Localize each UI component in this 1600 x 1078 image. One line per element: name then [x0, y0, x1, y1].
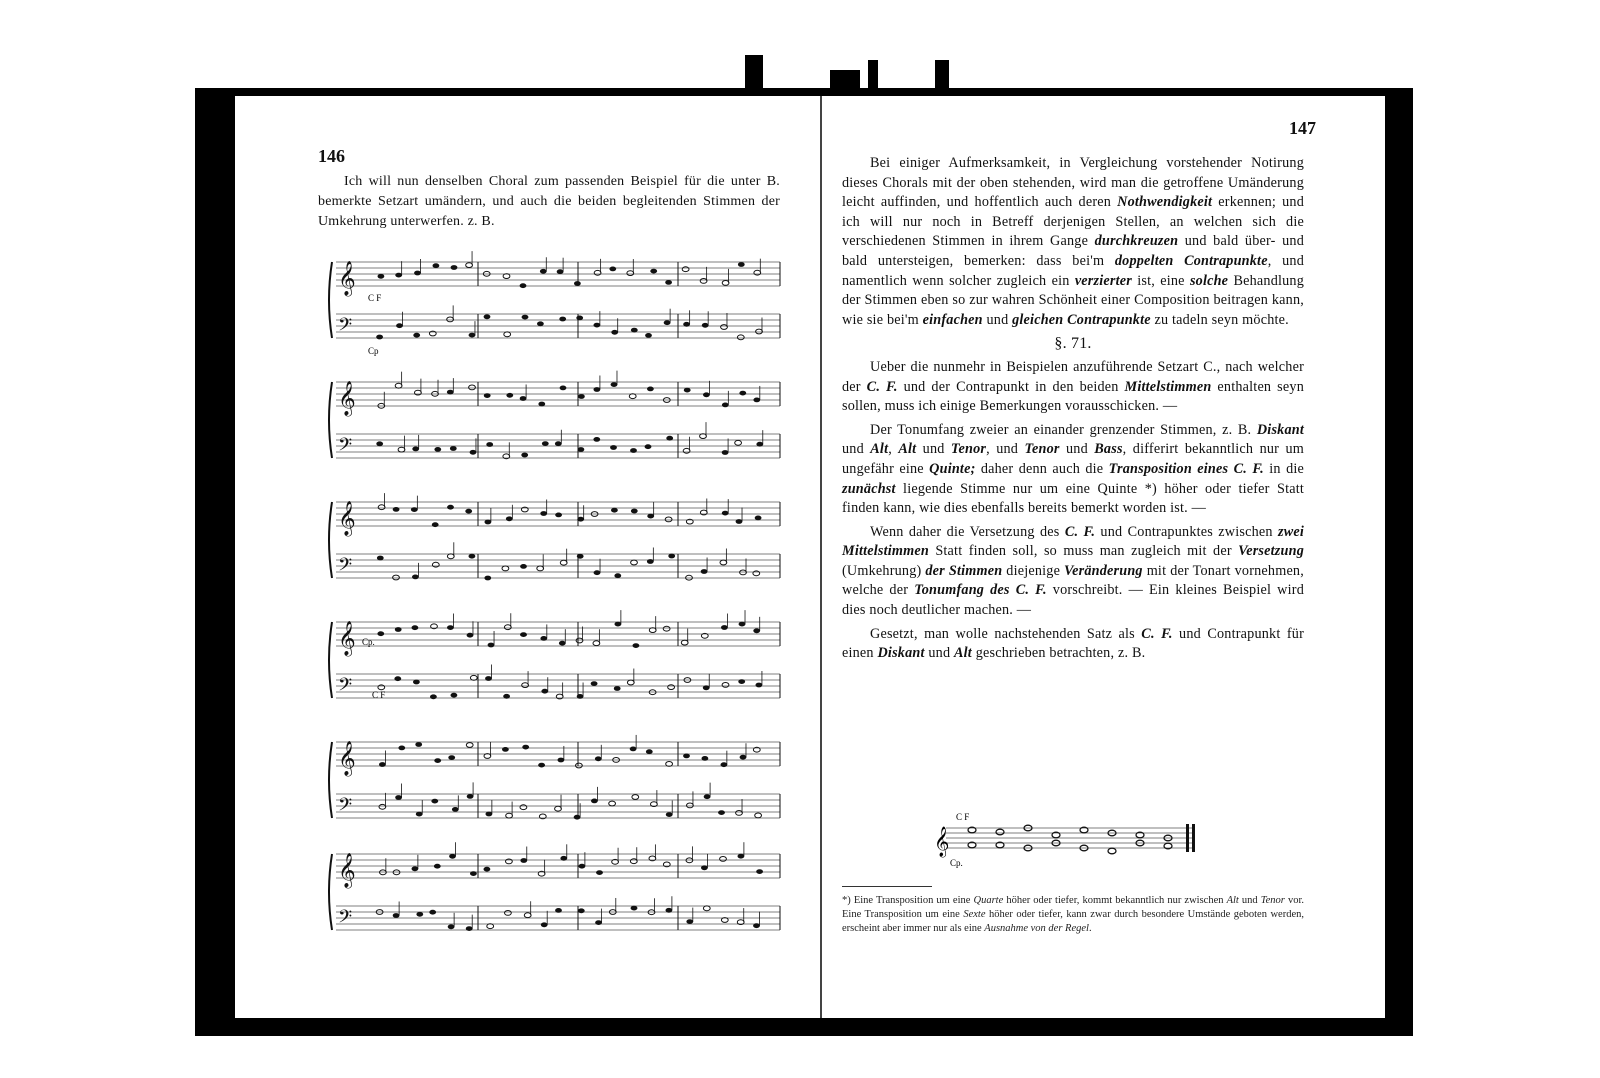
treble-clef-icon: 𝄞 — [338, 853, 356, 888]
note-head — [555, 513, 562, 518]
note-head — [681, 640, 688, 645]
note-head — [666, 436, 673, 441]
paragraph-3: Der Tonumfang zweier an einander grenzender Stimmen, z. B. Diskant und Alt, Alt und Tenor, und Tenor und Bass, differirt bekanntlich nur um ungefähr eine Quinte; daher denn auch die Transposition eines C. F. in die zunächst liegende Stimme nur um eine Quinte *) höher oder tiefer Statt finden kann, wie dies ebenfalls bereits bemerkt worden ist. — — [842, 421, 1305, 517]
note-head — [753, 923, 760, 928]
note-head — [469, 333, 476, 338]
note-head — [756, 683, 763, 688]
cf-label: C F — [368, 293, 382, 303]
note-head — [432, 522, 439, 527]
note-head — [541, 922, 548, 927]
note-head — [503, 694, 510, 699]
scan-artifact — [935, 60, 949, 90]
music-score — [328, 250, 788, 960]
note-head — [578, 908, 585, 913]
note-head — [631, 509, 638, 514]
note-head — [537, 566, 544, 571]
bass-clef-icon: 𝄢 — [338, 795, 353, 820]
note-head — [595, 756, 602, 761]
note-head — [559, 641, 566, 646]
note-head — [434, 447, 441, 452]
note-head — [524, 913, 531, 918]
note-head — [576, 638, 583, 643]
note-head — [703, 906, 710, 911]
note-head — [722, 450, 729, 455]
note-head — [470, 675, 477, 680]
note-head — [718, 810, 725, 815]
note-head — [736, 519, 743, 524]
treble-clef-icon: 𝄞 — [934, 827, 950, 857]
note-head — [555, 908, 562, 913]
note-head — [520, 858, 527, 863]
note-head — [755, 516, 762, 521]
note-head — [614, 573, 621, 578]
note-head — [470, 871, 477, 876]
note-head — [560, 386, 567, 391]
paragraph-4: Wenn daher die Versetzung des C. F. und Contrapunktes zwischen zwei Mittelstimmen Statt finden soll, so muss man zugleich mit der Versetzung (Umkehrung) der Stimmen diejenige Veränderung mit der Tonart vornehmen, welche der Tonumfang des C. F. vorschreibt. — Ein kleines Beispiel wird dies noch deutlicher machen. — — [842, 523, 1305, 619]
note-head — [756, 442, 763, 447]
note-head — [738, 679, 745, 684]
note-head — [447, 554, 454, 559]
note-head — [484, 393, 491, 398]
note-head — [466, 743, 473, 748]
note-head — [450, 446, 457, 451]
note-head — [448, 924, 455, 929]
system-braces — [329, 262, 332, 930]
note-head — [502, 566, 509, 571]
note-head — [467, 633, 474, 638]
note-head — [395, 273, 402, 278]
note-head — [393, 507, 400, 512]
note-head — [451, 265, 458, 270]
note-head — [686, 919, 693, 924]
note-head — [416, 812, 423, 817]
note-head — [594, 570, 601, 575]
note-head — [412, 866, 419, 871]
note-head — [560, 560, 567, 565]
note-head — [521, 453, 528, 458]
note-head — [702, 323, 709, 328]
note-head — [558, 758, 565, 763]
body-text — [842, 154, 1304, 668]
note-head — [488, 643, 495, 648]
note-head — [611, 508, 618, 513]
section-heading: §. 71. — [1054, 335, 1092, 353]
note-head — [412, 447, 419, 452]
note-head — [704, 794, 711, 799]
note-head — [666, 762, 673, 767]
intro-text: Ich will nun denselben Choral zum passenden Beispiel für die unter B. bemerkte Setzart umändern, und auch die beiden begleitenden Stimmen der Umkehrung unterwerfen. z. B. — [318, 174, 780, 229]
note-head — [560, 856, 567, 861]
treble-clef-icon: 𝄞 — [338, 741, 356, 776]
note-head — [755, 813, 762, 818]
final-barline — [1186, 824, 1189, 852]
note-head — [576, 316, 583, 321]
treble-clef-icon: 𝄞 — [338, 381, 356, 416]
staff-lines — [336, 262, 780, 930]
note-head — [683, 754, 690, 759]
note-head — [452, 807, 459, 812]
note-head — [756, 869, 763, 874]
note-head — [466, 926, 473, 931]
bass-clef-icon: 𝄢 — [338, 435, 353, 460]
note-head — [413, 680, 420, 685]
note-head — [645, 333, 652, 338]
scan-artifact — [868, 60, 878, 90]
system-brace — [329, 262, 332, 338]
note-head — [650, 269, 657, 274]
note-head — [485, 520, 492, 525]
bass-clef-icon: 𝄢 — [338, 315, 353, 340]
note-head — [593, 437, 600, 442]
note-head — [522, 745, 529, 750]
note-head — [542, 441, 549, 446]
footnote: *) Eine Transposition um eine Quarte höher oder tiefer, kommt bekanntlich nur zwischen Alt und Tenor vor. Eine Transposition um eine Sexte höher oder tiefer, kann zwar durch besondere Umstände geboten werden, erscheint aber immer nur als eine Ausnahme von der Regel. — [842, 895, 1305, 934]
note-head — [684, 388, 691, 393]
note-head — [412, 625, 419, 630]
note-head — [559, 317, 566, 322]
system-brace — [329, 854, 332, 930]
note-head — [738, 854, 745, 859]
note-head — [555, 441, 562, 446]
note-head — [740, 755, 747, 760]
note-head — [721, 325, 728, 330]
note-head — [649, 628, 656, 633]
note-head — [447, 317, 454, 322]
note-head — [484, 867, 491, 872]
note-head — [615, 622, 622, 627]
bass-clef-icon: 𝄢 — [338, 675, 353, 700]
note-head — [393, 913, 400, 918]
note-head — [756, 329, 763, 334]
treble-clef-icon: 𝄞 — [338, 501, 356, 536]
note-head — [540, 511, 547, 516]
note-head — [630, 448, 637, 453]
example-cp-label: Cp. — [950, 858, 963, 868]
note-head — [631, 906, 638, 911]
note-head — [627, 680, 634, 685]
note-head — [447, 625, 454, 630]
page-number-left: 146 — [318, 146, 345, 166]
note-head — [448, 755, 455, 760]
note-head — [379, 804, 386, 809]
note-head — [610, 445, 617, 450]
note-head — [415, 742, 422, 747]
note-head — [722, 281, 729, 286]
note-head — [487, 924, 494, 929]
note-head — [738, 262, 745, 267]
cp-label-2: Cp. — [362, 637, 375, 647]
note-head — [736, 811, 743, 816]
note-head — [465, 509, 472, 514]
note-head — [722, 403, 729, 408]
note-head — [504, 625, 511, 630]
paragraph-2: Ueber die nunmehr in Beispielen anzuführende Setzart C., nach welcher der C. F. und der Contrapunkt in den beiden Mittelstimmen enthalten seyn sollen, muss ich einige Bemerkungen vorausschicken. — — [842, 358, 1304, 415]
note-head — [395, 627, 402, 632]
system-brace — [329, 382, 332, 458]
note-head — [578, 394, 585, 399]
note-head — [411, 507, 418, 512]
note-head — [666, 908, 673, 913]
music-example — [932, 808, 1212, 878]
note-head — [609, 267, 616, 272]
note-head — [701, 569, 708, 574]
note-head — [614, 686, 621, 691]
note-head — [540, 636, 547, 641]
note-head — [579, 864, 586, 869]
note-head — [469, 554, 476, 559]
note-head — [379, 762, 386, 767]
note-head — [447, 390, 454, 395]
note-head — [663, 626, 670, 631]
note-head — [739, 391, 746, 396]
note-head — [753, 398, 760, 403]
note-head — [486, 812, 493, 817]
treble-clef-icon: 𝄞 — [338, 621, 356, 656]
note-head — [611, 382, 618, 387]
note-head — [594, 323, 601, 328]
note-head — [632, 795, 639, 800]
note-head — [555, 806, 562, 811]
scan-artifact — [745, 55, 763, 90]
note-head — [739, 622, 746, 627]
note-head — [451, 693, 458, 698]
scan-artifact — [830, 70, 860, 90]
note-head — [683, 322, 690, 327]
note-head — [557, 269, 564, 274]
note-head — [506, 813, 513, 818]
note-head — [576, 763, 583, 768]
note-head — [520, 396, 527, 401]
note-head — [596, 870, 603, 875]
note-head — [431, 799, 438, 804]
note-head — [647, 514, 654, 519]
system-brace — [329, 742, 332, 818]
note-head — [416, 912, 423, 917]
note-head — [722, 511, 729, 516]
note-head — [412, 575, 419, 580]
note-head — [722, 683, 729, 688]
example-note — [996, 829, 1004, 835]
cf-label-2: C F — [372, 690, 386, 700]
note-head — [703, 685, 710, 690]
note-head — [466, 263, 473, 268]
note-head — [682, 267, 689, 272]
note-head — [520, 564, 527, 569]
note-head — [395, 795, 402, 800]
note-head — [377, 631, 384, 636]
note-head — [398, 447, 405, 452]
note-head — [666, 812, 673, 817]
note-head — [753, 628, 760, 633]
note-head — [700, 434, 707, 439]
note-head — [594, 270, 601, 275]
note-head — [394, 676, 401, 681]
note-head — [485, 676, 492, 681]
note-head — [520, 283, 527, 288]
note-head — [595, 920, 602, 925]
note-head — [720, 857, 727, 862]
note-head — [700, 279, 707, 284]
note-head — [502, 747, 509, 752]
note-head — [467, 794, 474, 799]
note-head — [721, 625, 728, 630]
footnote-rule — [842, 886, 932, 887]
note-head — [395, 383, 402, 388]
cp-label: Cp — [368, 346, 379, 356]
note-head — [537, 321, 544, 326]
note-head — [486, 442, 493, 447]
note-head — [504, 332, 511, 337]
note-head — [664, 320, 671, 325]
note-head — [430, 694, 437, 699]
note-head — [574, 281, 581, 286]
system-brace — [329, 622, 332, 698]
note-head — [505, 911, 512, 916]
page-number-right: 147 — [1289, 118, 1316, 138]
note-head — [414, 271, 421, 276]
note-head — [538, 402, 545, 407]
treble-clef-icon: 𝄞 — [338, 261, 356, 296]
note-head — [665, 280, 672, 285]
note-head — [538, 763, 545, 768]
note-head — [447, 505, 454, 510]
note-head — [611, 330, 618, 335]
note-head — [702, 756, 709, 761]
example-staff — [946, 828, 1194, 848]
note-head — [609, 801, 616, 806]
note-head — [578, 447, 585, 452]
note-head — [484, 314, 491, 319]
note-head — [629, 394, 636, 399]
book-gutter — [820, 96, 822, 1018]
note-head — [594, 387, 601, 392]
note-head — [593, 641, 600, 646]
example-notes — [968, 825, 1172, 854]
note-head — [647, 559, 654, 564]
final-barline — [1192, 824, 1195, 852]
note-head — [520, 805, 527, 810]
note-head — [434, 864, 441, 869]
note-head — [506, 516, 513, 521]
note-head — [484, 576, 491, 581]
note-head — [627, 271, 634, 276]
bass-clef-icon: 𝄢 — [338, 907, 353, 932]
example-note — [1108, 848, 1116, 854]
note-head — [449, 854, 456, 859]
note-head — [646, 749, 653, 754]
note-head — [668, 554, 675, 559]
note-head — [520, 632, 527, 637]
note-head — [647, 387, 654, 392]
intro-paragraph — [318, 172, 780, 232]
clefs — [338, 261, 356, 932]
note-head — [377, 556, 384, 561]
bass-clef-icon: 𝄢 — [338, 555, 353, 580]
note-head — [376, 335, 383, 340]
note-head — [720, 560, 727, 565]
paragraph-1: Bei einiger Aufmerksamkeit, in Vergleichung vorstehender Notirung dieses Chorals mit der oben stehenden, wird man die getroffene Umänderung leicht auffinden, und hoffentlich auch deren Nothwendigkeit erkennen; und ich will nur noch in Betreff derjenigen Stellen, an welchen sich die verschiedenen Stimmen in ihrem Gange durchkreuzen und bald über- und bald untersteigen, bemerken: dass bei'm doppelten Contrapunkte, und namentlich wenn solcher zugleich ein verzierter ist, eine solche Behandlung der Stimmen eben so zur wahren Schönheit einer Composition beitragen kann, wie sie bei'm einfachen und gleichen Contrapunkte zu tadeln seyn möchte. — [842, 155, 1305, 328]
note-head — [687, 803, 694, 808]
note-head — [645, 444, 652, 449]
note-head — [522, 683, 529, 688]
note-head — [434, 758, 441, 763]
note-head — [522, 315, 529, 320]
note-head — [591, 681, 598, 686]
note-head — [737, 335, 744, 340]
note-head — [665, 517, 672, 522]
note-head — [470, 450, 477, 455]
note-head — [591, 799, 598, 804]
note-head — [396, 323, 403, 328]
note-head — [469, 385, 476, 390]
note-head — [631, 328, 638, 333]
note-head — [668, 685, 675, 690]
paragraph-5: Gesetzt, man wolle nachstehenden Satz als C. F. und Contrapunkt für einen Diskant und Alt geschrieben betrachten, z. B. — [842, 625, 1304, 662]
note-head — [398, 746, 405, 751]
note-head — [721, 762, 728, 767]
note-head — [574, 815, 581, 820]
note-head — [540, 269, 547, 274]
note-heads — [376, 251, 763, 931]
note-head — [429, 910, 436, 915]
system-brace — [329, 502, 332, 578]
note-head — [378, 505, 385, 510]
barlines — [478, 262, 780, 930]
note-head — [740, 570, 747, 575]
note-head — [378, 274, 385, 279]
note-head — [735, 440, 742, 445]
note-head — [633, 643, 640, 648]
note-head — [393, 575, 400, 580]
note-head — [630, 859, 637, 864]
note-head — [701, 865, 708, 870]
note-head — [503, 274, 510, 279]
note-head — [630, 747, 637, 752]
note-head — [506, 393, 513, 398]
note-head — [433, 263, 440, 268]
note-head — [703, 392, 710, 397]
note-head — [631, 560, 638, 565]
note-head — [683, 448, 690, 453]
note-head — [376, 441, 383, 446]
note-head — [413, 333, 420, 338]
example-cf-label: C F — [956, 812, 970, 822]
note-head — [541, 689, 548, 694]
